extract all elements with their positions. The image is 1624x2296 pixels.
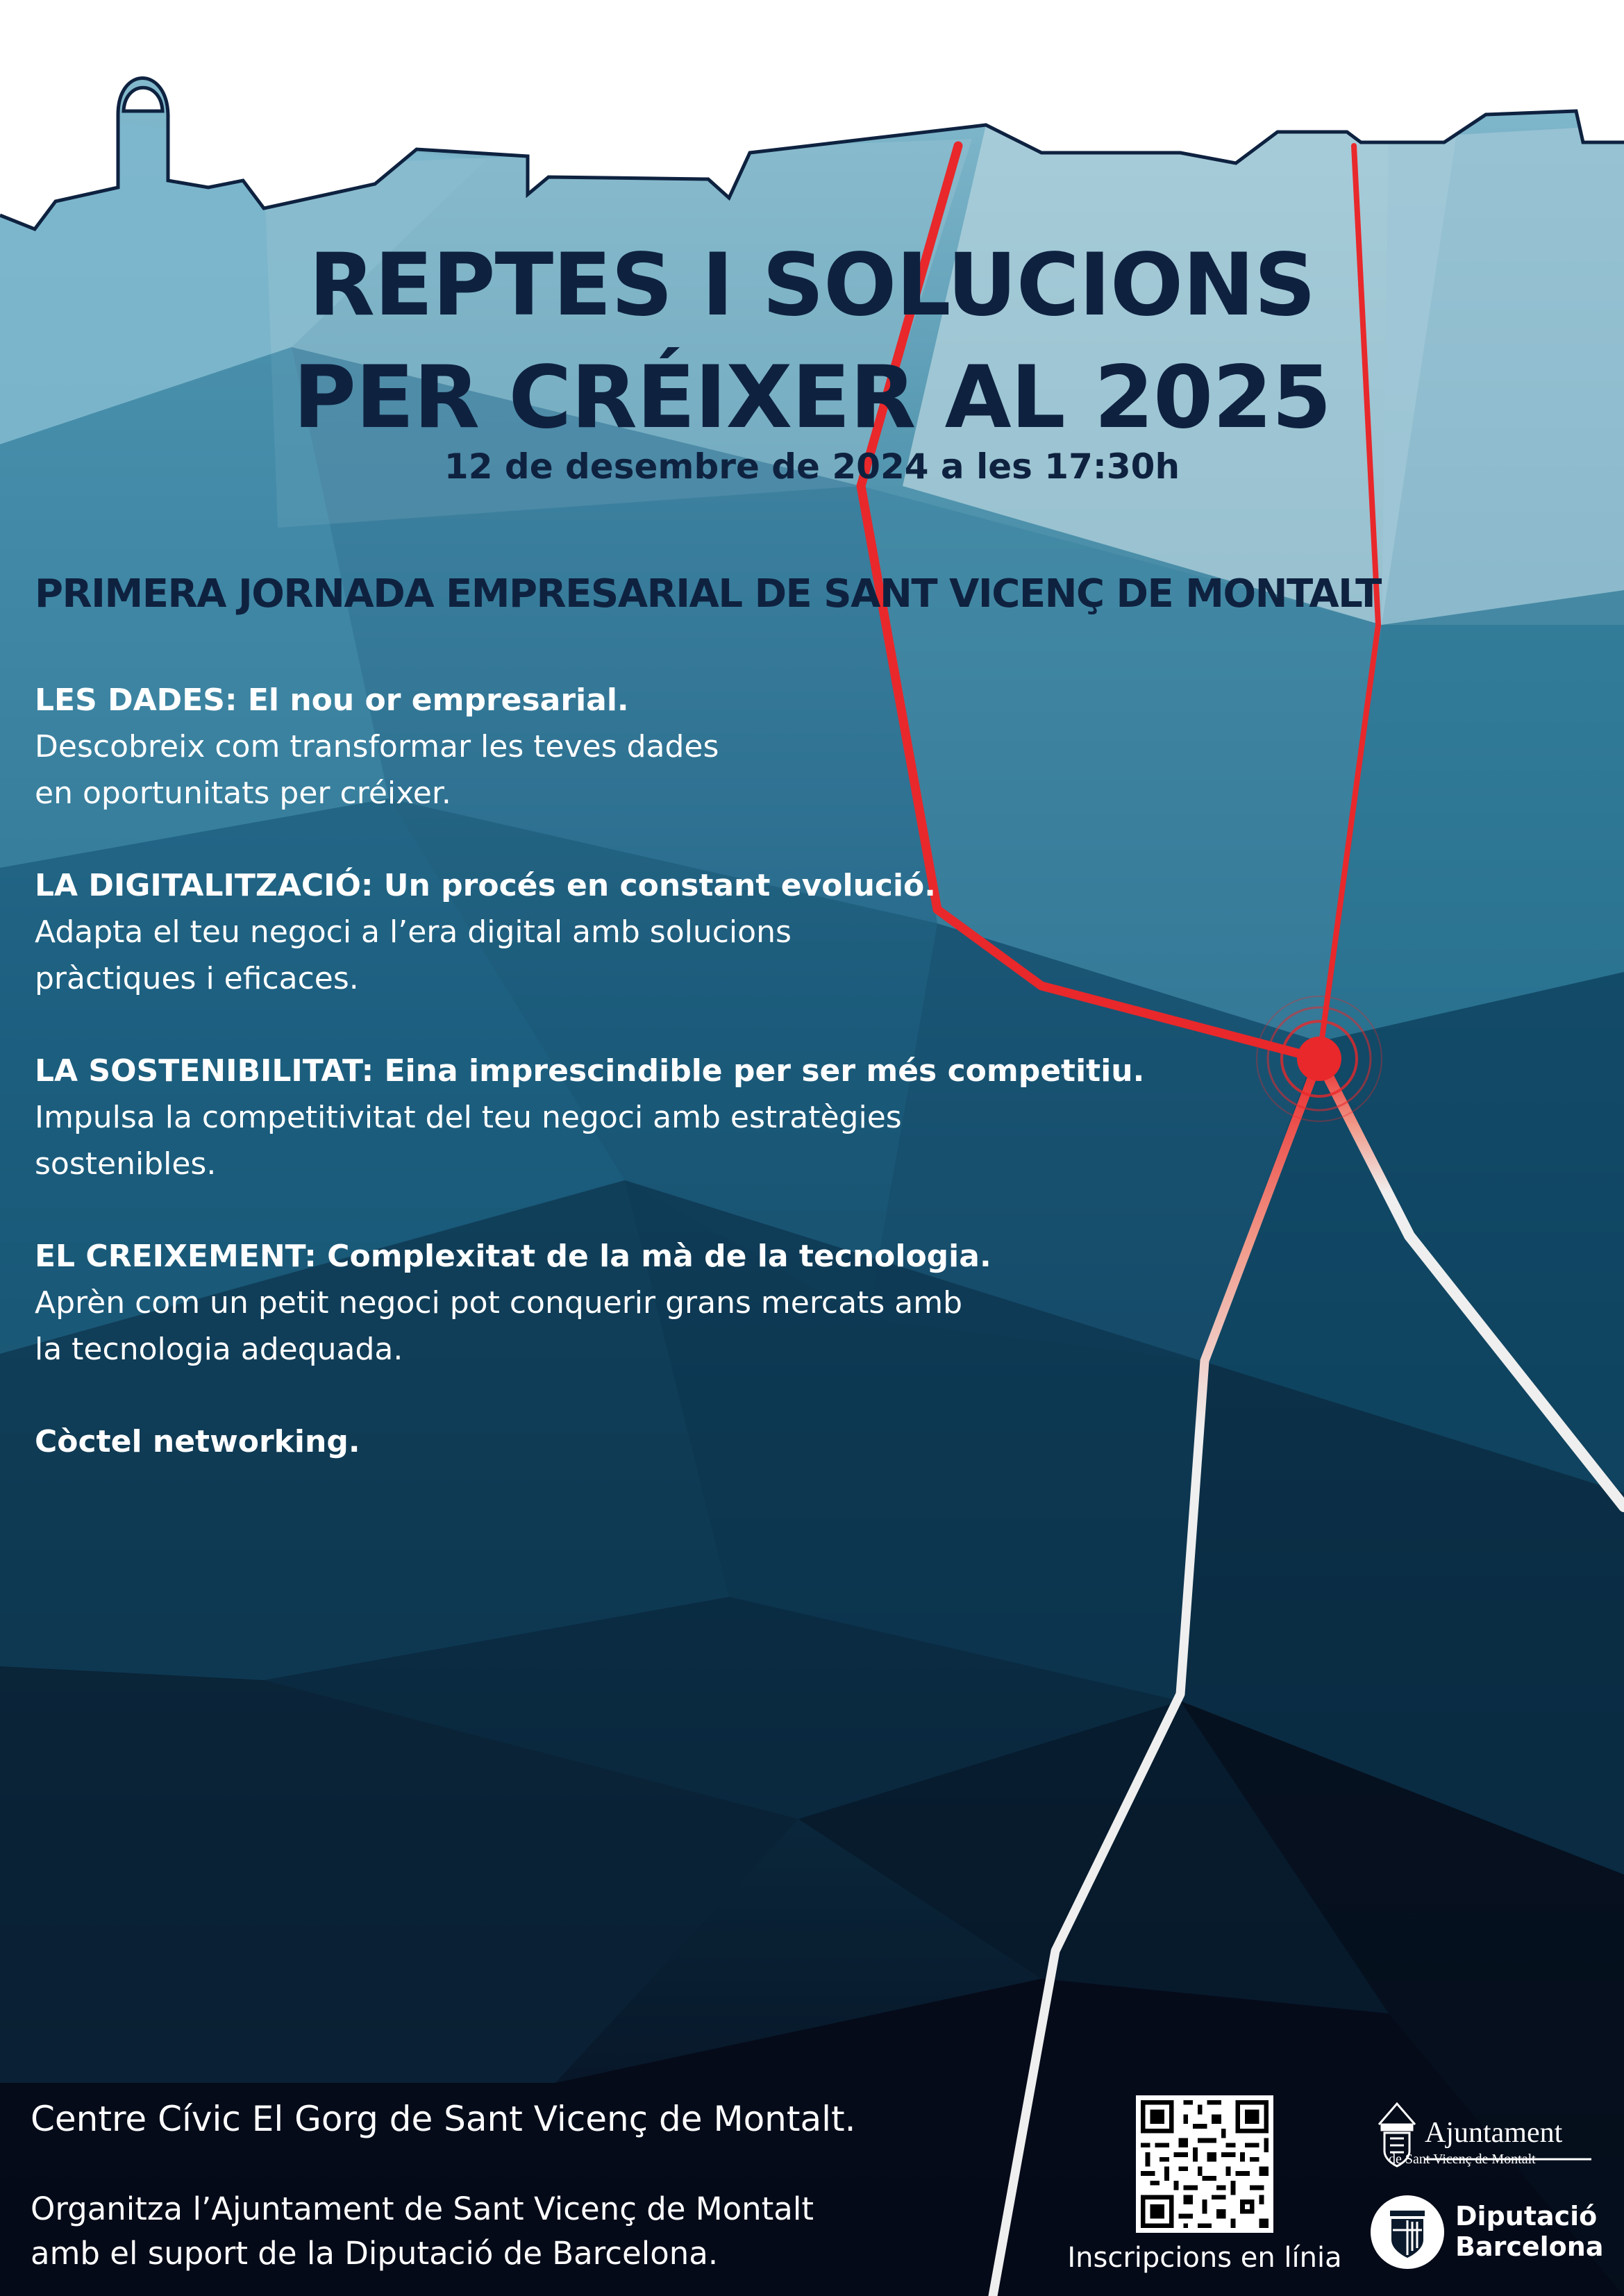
diputacio-shield-icon (1369, 2194, 1446, 2270)
diputacio-logo-line-1: Diputació (1455, 2201, 1598, 2231)
agenda-topic-text: la tecnologia adequada. (35, 1332, 403, 1367)
agenda-topic-data (35, 677, 719, 816)
agenda-topic-heading: LA DIGITALITZACIÓ: Un procés en constant evolució. (35, 868, 936, 903)
agenda-topic-text: sostenibles. (35, 1146, 217, 1182)
ajuntament-logo-text: Ajuntament (1425, 2117, 1563, 2149)
organizer-note (31, 2187, 814, 2276)
poster-title-line-1: REPTES I SOLUCIONS (308, 235, 1316, 335)
qr-label: Inscripcions en línia (1067, 2242, 1342, 2274)
event-date: 12 de desembre de 2024 a les 17:30h (444, 446, 1180, 487)
event-subtitle: PRIMERA JORNADA EMPRESARIAL DE SANT VICENÇ DE MONTALT (35, 571, 1381, 617)
agenda-topic-text: en oportunitats per créixer. (35, 776, 451, 811)
agenda-topic-heading: LA SOSTENIBILITAT: Eina imprescindible per ser més competitiu. (35, 1053, 1145, 1089)
agenda-topic-heading: EL CREIXEMENT: Complexitat de la mà de la tecnologia. (35, 1239, 991, 1274)
organizer-line-1: Organitza l’Ajuntament de Sant Vicenç de Montalt (31, 2190, 814, 2227)
agenda-topic-text: Descobreix com transformar les teves dades (35, 729, 719, 764)
closing-networking: Còctel networking. (35, 1424, 360, 1459)
agenda-topic-text: Adapta el teu negoci a l’era digital amb solucions (35, 914, 792, 950)
agenda-topic-text: Impulsa la competitivitat del teu negoci amb estratègies (35, 1100, 902, 1135)
agenda-topic-text: pràctiques i eficaces. (35, 961, 359, 996)
poster-title-line-2: PER CRÉIXER AL 2025 (293, 348, 1331, 448)
agenda-topic-digitalization (35, 862, 936, 1002)
organizer-line-2: amb el suport de la Diputació de Barcelona. (31, 2235, 719, 2272)
agenda-topic-growth (35, 1233, 991, 1373)
diputacio-logo-text (1455, 2201, 1603, 2262)
diputacio-logo-line-2: Barcelona (1455, 2231, 1604, 2262)
qr-code-icon[interactable] (1136, 2095, 1273, 2233)
poster-title (0, 229, 1624, 454)
event-venue: Centre Cívic El Gorg de Sant Vicenç de Montalt. (31, 2099, 856, 2139)
agenda-topic-text: Aprèn com un petit negoci pot conquerir grans mercats amb (35, 1285, 963, 1321)
ajuntament-logo-subtext: de Sant Vicenç de Montalt (1389, 2152, 1536, 2167)
agenda-topic-heading: LES DADES: El nou or empresarial. (35, 682, 629, 718)
agenda-topic-sustainability (35, 1048, 1144, 1187)
